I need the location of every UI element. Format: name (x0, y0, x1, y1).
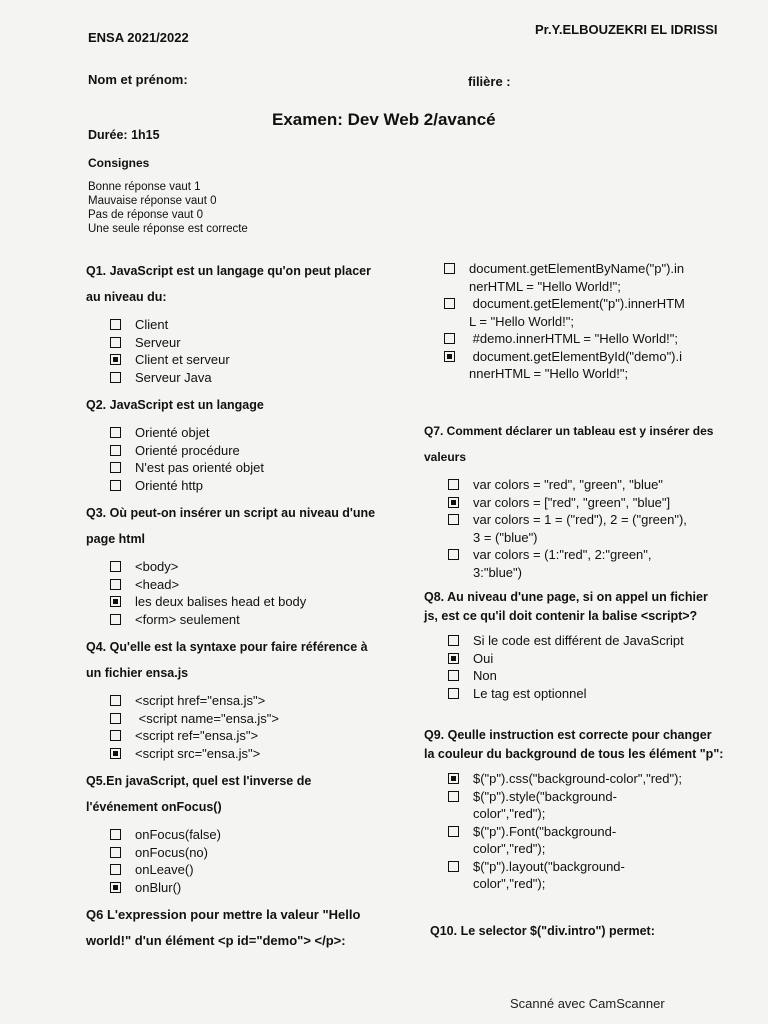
checkbox[interactable] (448, 479, 459, 490)
question-text: Q7. Comment déclarer un tableau est y insérer des valeurs (424, 424, 714, 464)
option-label: Le tag est optionnel (473, 685, 587, 701)
consigne-line: Pas de réponse vaut 0 (88, 209, 204, 221)
answer-option[interactable] (110, 334, 386, 352)
option-label: onBlur() (135, 879, 182, 895)
options-list (444, 260, 724, 383)
option-label: var colors = "red", "green", "blue" (473, 477, 663, 492)
answer-option[interactable] (110, 442, 386, 460)
checkbox[interactable] (110, 427, 121, 438)
answer-option[interactable] (110, 459, 386, 477)
option-label: var colors = 1 = ("red"), 2 = ("green"), 3 = ("blue") (473, 512, 687, 545)
option-label: Serveur Java (135, 369, 212, 385)
duration: Durée: 1h15 (88, 128, 160, 142)
answer-option[interactable] (448, 858, 724, 893)
question-9 (424, 726, 724, 899)
checkbox[interactable] (448, 549, 459, 560)
question-6-options (424, 260, 724, 383)
checkbox[interactable] (444, 333, 455, 344)
question-1 (86, 258, 386, 386)
checkbox[interactable] (110, 864, 121, 875)
checkbox[interactable] (448, 688, 459, 699)
answer-option[interactable] (448, 511, 724, 546)
option-label: <body> (135, 559, 179, 574)
options-list (448, 476, 724, 581)
checkbox[interactable] (110, 319, 121, 330)
option-label: Client et serveur (135, 352, 230, 367)
question-5 (86, 768, 386, 896)
checkbox[interactable] (110, 713, 121, 724)
checked-checkbox[interactable] (448, 653, 459, 664)
answer-option[interactable] (110, 611, 386, 629)
answer-option[interactable] (110, 745, 386, 763)
option-label: $("p").css("background-color","red"); (473, 771, 683, 786)
option-label: $("p").layout("background- color","red"); (473, 858, 625, 891)
option-label: N'est pas orienté objet (135, 460, 264, 475)
answer-option[interactable] (110, 844, 386, 862)
checked-checkbox[interactable] (110, 596, 121, 607)
checkbox[interactable] (110, 695, 121, 706)
answer-option[interactable] (444, 295, 724, 330)
checkbox[interactable] (110, 337, 121, 348)
option-label: document.getElementByName("p").in nerHTML = "Hello World!"; (469, 261, 685, 294)
option-label: document.getElementById("demo").i nnerHTML = "Hello World!"; (469, 348, 683, 381)
option-label: les deux balises head et body (135, 594, 307, 609)
answer-option[interactable] (110, 826, 386, 844)
option-label: Orienté procédure (135, 442, 240, 458)
answer-option[interactable] (110, 477, 386, 495)
consignes-heading: Consignes (88, 156, 150, 170)
option-label: Serveur (135, 334, 181, 350)
checkbox[interactable] (110, 445, 121, 456)
answer-option[interactable] (448, 494, 724, 512)
question-8 (424, 588, 724, 708)
question-text: Q3. Où peut-on insérer un script au niveau d'une page html (86, 506, 376, 546)
checkbox[interactable] (110, 480, 121, 491)
options-list (110, 316, 386, 386)
question-10 (430, 918, 730, 944)
option-label: #demo.innerHTML = "Hello World!"; (469, 331, 679, 346)
checkbox[interactable] (110, 561, 121, 572)
left-column (86, 258, 386, 954)
answer-option[interactable] (110, 316, 386, 334)
answer-option[interactable] (110, 576, 386, 594)
option-label: var colors = ["red", "green", "blue"] (473, 494, 671, 510)
answer-option[interactable] (110, 558, 386, 576)
filiere-label: filière : (468, 74, 511, 89)
options-list (110, 692, 386, 762)
scanner-watermark: Scanné avec CamScanner (510, 996, 665, 1011)
checkbox[interactable] (448, 514, 459, 525)
answer-option[interactable] (110, 861, 386, 879)
answer-option[interactable] (448, 667, 724, 685)
options-list (110, 826, 386, 896)
checkbox[interactable] (448, 670, 459, 681)
checked-checkbox[interactable] (110, 748, 121, 759)
answer-option[interactable] (110, 692, 386, 710)
question-text: Q4. Qu'elle est la syntaxe pour faire référence à un fichier ensa.js (86, 640, 368, 680)
question-6 (86, 902, 386, 954)
question-text: Q8. Au niveau d'une page, si on appel un fichier js, est ce qu'il doit contenir la balise <script>? (424, 590, 708, 623)
answer-option[interactable] (110, 727, 386, 745)
option-label: Orienté objet (135, 425, 210, 440)
option-label: <script href="ensa.js"> (135, 693, 266, 708)
question-text: Q6 L'expression pour mettre la valeur "Hello world!" d'un élément <p id="demo"> </p>: (86, 907, 361, 948)
checkbox[interactable] (448, 791, 459, 802)
answer-option[interactable] (444, 260, 724, 295)
checked-checkbox[interactable] (444, 351, 455, 362)
option-label: <script src="ensa.js"> (135, 745, 261, 761)
answer-option[interactable] (448, 823, 724, 858)
answer-option[interactable] (448, 650, 724, 668)
school-year: ENSA 2021/2022 (88, 30, 189, 45)
question-7 (424, 418, 724, 587)
checkbox[interactable] (110, 829, 121, 840)
option-label: Oui (473, 650, 494, 666)
question-text: Q2. JavaScript est un langage (86, 398, 264, 412)
checkbox[interactable] (110, 579, 121, 590)
checked-checkbox[interactable] (448, 773, 459, 784)
option-label: Orienté http (135, 477, 203, 493)
answer-option[interactable] (110, 593, 386, 611)
options-list (110, 558, 386, 628)
checkbox[interactable] (448, 861, 459, 872)
question-4 (86, 634, 386, 762)
answer-option[interactable] (448, 546, 724, 581)
checkbox[interactable] (444, 298, 455, 309)
question-text: Q10. Le selector $("div.intro") permet: (430, 924, 655, 938)
option-label: <head> (135, 576, 180, 592)
option-label: <script name="ensa.js"> (135, 710, 280, 726)
answer-option[interactable] (448, 632, 724, 650)
checkbox[interactable] (110, 847, 121, 858)
answer-option[interactable] (448, 770, 724, 788)
option-label: Si le code est différent de JavaScript (473, 633, 684, 648)
options-list (448, 770, 724, 893)
answer-option[interactable] (448, 476, 724, 494)
checkbox[interactable] (110, 730, 121, 741)
question-2 (86, 392, 386, 494)
professor-name: Pr.Y.ELBOUZEKRI EL IDRISSI (535, 22, 718, 37)
exam-title: Examen: Dev Web 2/avancé (272, 110, 496, 129)
option-label: var colors = (1:"red", 2:"green", 3:"blue") (473, 547, 652, 580)
options-list (448, 632, 724, 702)
option-label: <form> seulement (135, 611, 240, 627)
name-label: Nom et prénom: (88, 72, 188, 87)
option-label: <script ref="ensa.js"> (135, 728, 259, 743)
option-label: onFocus(false) (135, 827, 221, 842)
answer-option[interactable] (110, 710, 386, 728)
question-text: Q5.En javaScript, quel est l'inverse de l'événement onFocus() (86, 774, 312, 814)
checked-checkbox[interactable] (110, 882, 121, 893)
answer-option[interactable] (110, 369, 386, 387)
checked-checkbox[interactable] (110, 354, 121, 365)
answer-option[interactable] (448, 788, 724, 823)
answer-option[interactable] (110, 424, 386, 442)
checkbox[interactable] (110, 462, 121, 473)
options-list (110, 424, 386, 494)
checkbox[interactable] (110, 372, 121, 383)
option-label: onLeave() (135, 862, 194, 877)
consignes-list (88, 180, 248, 236)
question-3 (86, 500, 386, 628)
answer-option[interactable] (444, 348, 724, 383)
checkbox[interactable] (444, 263, 455, 274)
option-label: Non (473, 668, 497, 683)
answer-option[interactable] (110, 351, 386, 369)
checkbox[interactable] (448, 826, 459, 837)
option-label: document.getElement("p").innerHTM L = "Hello World!"; (469, 296, 685, 329)
checkbox[interactable] (110, 614, 121, 625)
question-text: Q9. Qeulle instruction est correcte pour changer la couleur du background de tous les élément "p": (424, 728, 724, 761)
answer-option[interactable] (444, 330, 724, 348)
option-label: Client (135, 317, 169, 332)
checkbox[interactable] (448, 635, 459, 646)
option-label: $("p").style("background- color","red"); (473, 788, 617, 821)
consigne-line: Mauvaise réponse vaut 0 (88, 195, 217, 207)
answer-option[interactable] (448, 685, 724, 703)
option-label: $("p").Font("background- color","red"); (473, 823, 617, 856)
consigne-line: Une seule réponse est correcte (88, 223, 248, 235)
consigne-line: Bonne réponse vaut 1 (88, 181, 201, 193)
checked-checkbox[interactable] (448, 497, 459, 508)
answer-option[interactable] (110, 879, 386, 897)
question-text: Q1. JavaScript est un langage qu'on peut placer au niveau du: (86, 264, 371, 304)
option-label: onFocus(no) (135, 844, 208, 860)
